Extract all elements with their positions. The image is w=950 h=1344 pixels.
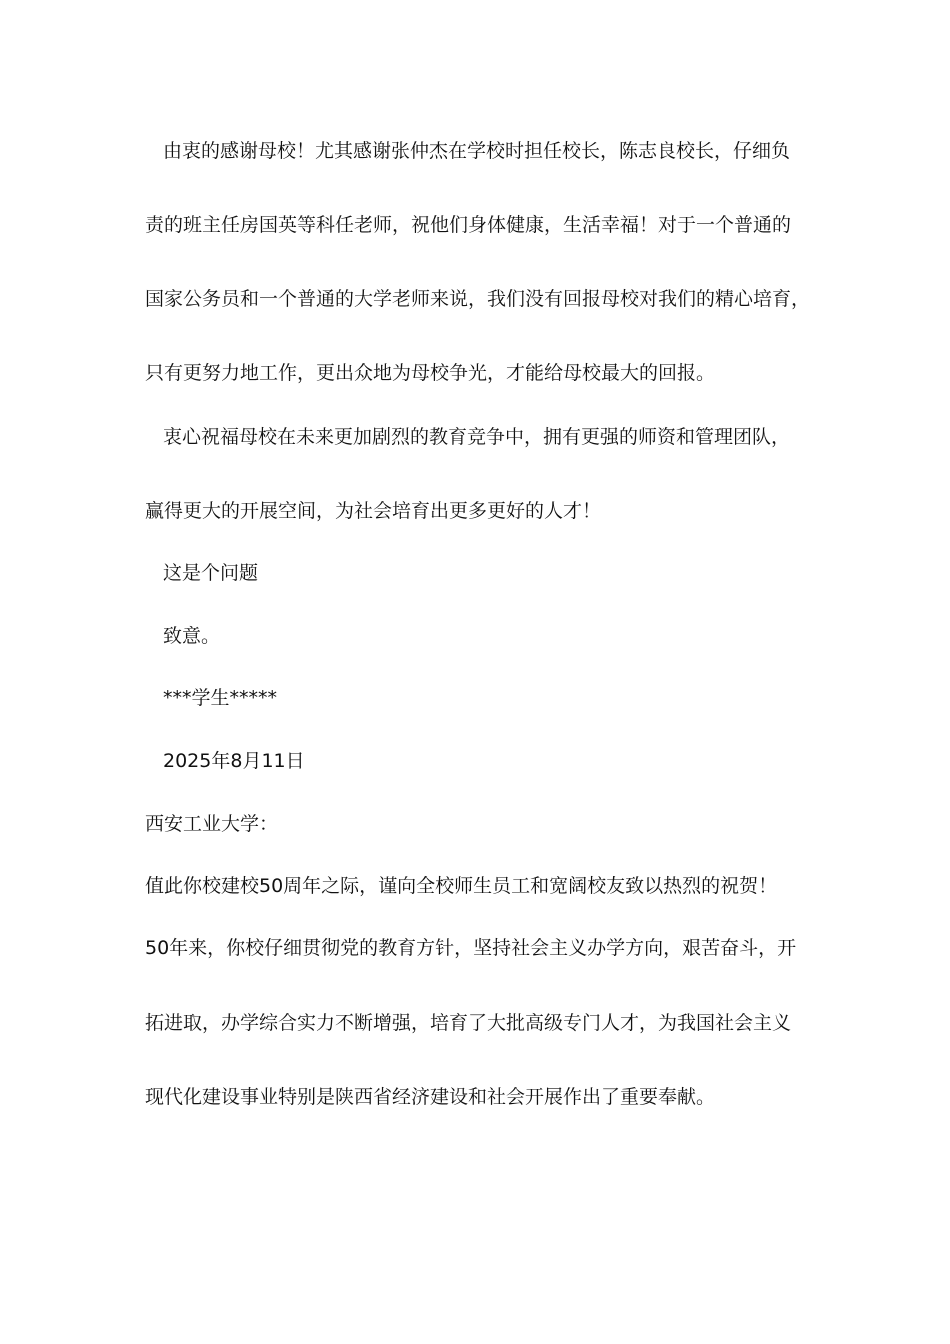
letter1-para1-line1: 由衷的感谢母校！尤其感谢张仲杰在学校时担任校长，陈志良校长，仔细负 <box>163 140 791 162</box>
letter1-para1-line4: 只有更努力地工作，更出众地为母校争光，才能给母校最大的回报。 <box>145 362 716 384</box>
letter1-date: 2025年8月11日 <box>163 750 305 772</box>
letter1-signature: ***学生***** <box>163 687 278 709</box>
letter2-body-line3: 现代化建设事业特别是陕西省经济建设和社会开展作出了重要奉献。 <box>145 1086 716 1108</box>
letter1-question: 这是个问题 <box>163 562 259 584</box>
letter1-para1-line2: 责的班主任房国英等科任老师，祝他们身体健康，生活幸福！对于一个普通的 <box>145 214 792 236</box>
letter1-closing: 致意。 <box>163 625 221 647</box>
letter2-intro: 值此你校建校50周年之际，谨向全校师生员工和宽阔校友致以热烈的祝贺！ <box>145 875 778 897</box>
letter1-para1-line3: 国家公务员和一个普通的大学老师来说，我们没有回报母校对我们的精心培育， <box>145 288 811 310</box>
letter2-body-line2: 拓进取，办学综合实力不断增强，培育了大批高级专门人才，为我国社会主义 <box>145 1012 792 1034</box>
letter1-para2-line2: 赢得更大的开展空间，为社会培育出更多更好的人才！ <box>145 500 602 522</box>
letter2-body-line1: 50年来，你校仔细贯彻党的教育方针，坚持社会主义办学方向，艰苦奋斗，开 <box>145 937 797 959</box>
letter2-salutation: 西安工业大学： <box>145 813 279 835</box>
letter1-para2-line1: 衷心祝福母校在未来更加剧烈的教育竞争中，拥有更强的师资和管理团队， <box>163 426 791 448</box>
